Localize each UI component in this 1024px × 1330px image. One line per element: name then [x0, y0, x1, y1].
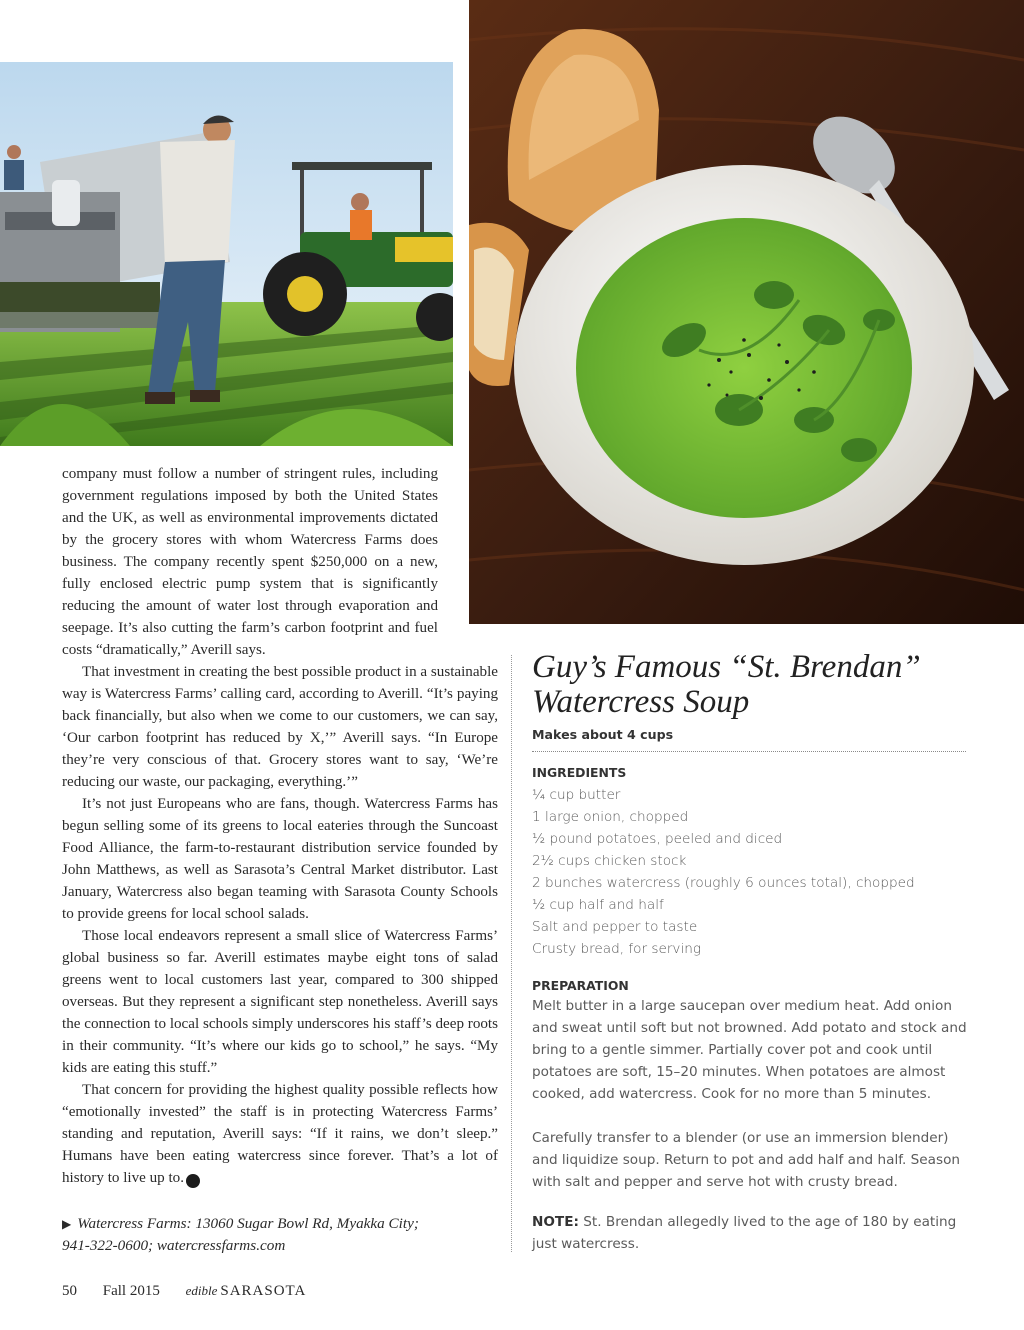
brand-name: SARASOTA [220, 1283, 307, 1299]
preparation-heading: PREPARATION [532, 978, 629, 993]
brand-edible: edible [185, 1283, 218, 1298]
recipe-note [532, 1211, 972, 1255]
article-body [62, 463, 498, 1189]
ingredient-item: ¼ cup butter [532, 787, 621, 803]
recipe-title: Guy’s Famous “St. Brendan” Watercress Soup [532, 649, 921, 720]
address-contact-line: 941-322-0600; watercressfarms.com [62, 1237, 286, 1254]
ingredients-heading: INGREDIENTS [532, 765, 627, 780]
note-text: St. Brendan allegedly lived to the age of 180 by eating just watercress. [532, 1214, 957, 1252]
address-block [62, 1213, 502, 1257]
ingredient-item: 2½ cups chicken stock [532, 853, 687, 869]
article-paragraph-text: That concern for providing the highest quality possible reflects how “emotionally invested” the staff is in protecting Watercress Farms’ standing and reputation, Averill says: “If it rains, we don’t sleep.” Humans have been eating watercress since forever. That’s a lot of history to live up to. [62, 1082, 498, 1186]
ingredient-item: Crusty bread, for serving [532, 941, 701, 957]
article-paragraph: company must follow a number of stringent rules, including government regulations imposed by both the United States and the UK, as well as environmental improvements dictated by the grocery stores with whom Watercress Farms does business. The company recently spent $250,000 on a new, fully enclosed electric pump system that is significantly reducing the amount of water lost through evaporation and seepage. It’s also cutting the farm’s carbon footprint and fuel costs “dramatically,” Averill says. [62, 466, 438, 658]
triangle-marker-icon: ▶ [62, 1217, 72, 1231]
note-label: NOTE: [532, 1214, 579, 1230]
recipe-sidebar [532, 650, 972, 1255]
ingredient-item: 2 bunches watercress (roughly 6 ounces total), chopped [532, 875, 915, 891]
soup-photo [469, 0, 1024, 624]
dotted-divider [532, 751, 966, 752]
column-divider [511, 655, 512, 1252]
ingredient-item: Salt and pepper to taste [532, 919, 698, 935]
article-paragraph-last [62, 1079, 498, 1189]
recipe-yield: Makes about 4 cups [532, 727, 674, 742]
ingredient-item: ½ cup half and half [532, 897, 664, 913]
ingredient-item: 1 large onion, chopped [532, 809, 689, 825]
page-footer [62, 1283, 328, 1300]
preparation-step: Carefully transfer to a blender (or use an immersion blender) and liquidize soup. Return to pot and add half and half. Season with salt and pepper and serve hot with crusty bread. [532, 1130, 961, 1190]
article-paragraph: Those local endeavors represent a small slice of Watercress Farms’ global business so far. Averill estimates maybe eight tons of salad greens went to local customers last year, compared to 300 shipped overseas. But they represent a significant step nonetheless. Averill says the connection to local schools simply underscores his staff’s deep roots in their community. “It’s where our kids go to school,” he says. “My kids are eating this stuff.” [62, 928, 498, 1076]
ingredient-item: ½ pound potatoes, peeled and diced [532, 831, 783, 847]
edible-end-mark-icon: e [186, 1174, 200, 1188]
article-paragraph: That investment in creating the best possible product in a sustainable way is Watercress Farms’ calling card, according to Averill. “It’s paying back financially, but also when we come to our customers, we can say, ‘Our carbon footprint has reduced by X,’” Averill says. “In Europe they’re very conscious of that. Grocery stores want to say, ‘We’re reducing our waste, our packaging, everything.’” [62, 664, 498, 790]
ingredients-list [532, 784, 972, 960]
issue-label: Fall 2015 [102, 1283, 160, 1299]
address-line: Watercress Farms: 13060 Sugar Bowl Rd, Myakka City; [77, 1215, 419, 1232]
page-number: 50 [62, 1283, 77, 1299]
article-paragraph: It’s not just Europeans who are fans, though. Watercress Farms has begun selling some of its greens to local eateries through the Suncoast Food Alliance, the farm-to-restaurant distribution service founded by John Matthews, as well as Sarasota’s Central Market distributor. Last January, Watercress also began teaming with Sarasota County Schools to provide greens for local school salads. [62, 796, 498, 922]
preparation-step: Melt butter in a large saucepan over medium heat. Add onion and sweat until soft but not browned. Add potato and stock and bring to a gentle simmer. Partially cover pot and cook until potatoes are soft, 15–20 minutes. When potatoes are almost cooked, add watercress. Cook for no more than 5 minutes. [532, 998, 967, 1102]
farm-photo [0, 62, 453, 446]
